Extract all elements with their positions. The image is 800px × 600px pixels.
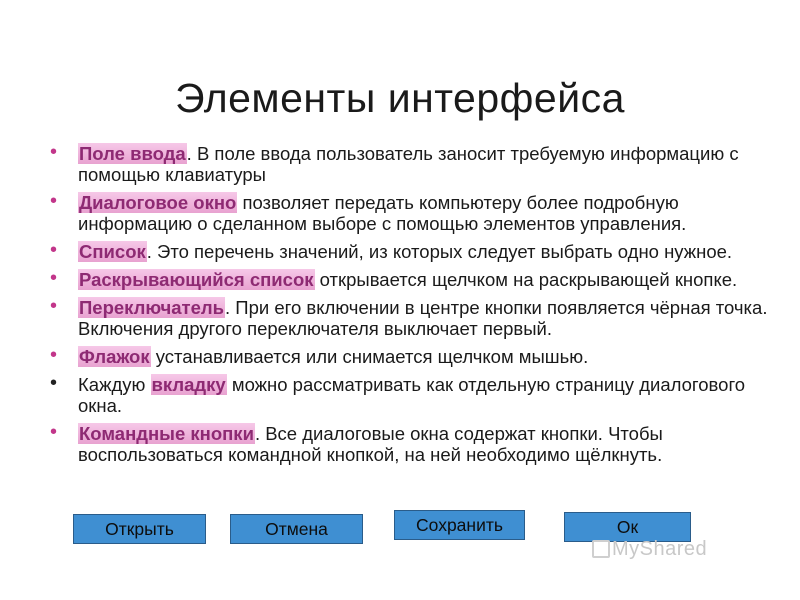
bullet-prefix: Каждую	[78, 374, 151, 395]
bullet-list	[50, 143, 770, 472]
bullet-dot-icon: •	[50, 421, 58, 443]
open-button[interactable]: Открыть	[73, 514, 206, 544]
bullet-dot-icon: •	[50, 141, 58, 163]
term-highlight: Переключатель	[79, 297, 225, 318]
bullet-text: . Все диалоговые окна содержат кнопки. Чтобы воспользоваться командной кнопкой, на ней необходимо щёлкнуть.	[78, 423, 663, 465]
bullet-item	[50, 346, 770, 367]
bullet-item	[50, 192, 770, 234]
bullet-item	[50, 143, 770, 185]
term-highlight: вкладку	[151, 374, 226, 395]
bullet-item	[50, 374, 770, 416]
bullet-text: открывается щелчком на раскрывающей кнопке.	[314, 269, 738, 290]
bullet-text: позволяет передать компьютеру более подробную информацию о сделанном выборе с помощью элементов управления.	[78, 192, 687, 234]
bullet-dot-icon: •	[50, 372, 58, 394]
ok-button[interactable]: Ок	[564, 512, 691, 542]
bullet-text: . При его включении в центре кнопки появляется чёрная точка. Включения другого переключателя выключает первый.	[78, 297, 768, 339]
bullet-dot-icon: •	[50, 190, 58, 212]
term-highlight: Список	[79, 241, 146, 262]
term-highlight: Диалоговое окно	[79, 192, 237, 213]
bullet-dot-icon: •	[50, 239, 58, 261]
bullet-item	[50, 297, 770, 339]
term-highlight: Раскрывающийся список	[79, 269, 314, 290]
cancel-button[interactable]: Отмена	[230, 514, 363, 544]
bullet-dot-icon: •	[50, 295, 58, 317]
bullet-text: устанавливается или снимается щелчком мышью.	[150, 346, 589, 367]
bullet-item	[50, 423, 770, 465]
slide-title: Элементы интерфейса	[175, 75, 625, 122]
bullet-item	[50, 269, 770, 290]
watermark-logo-icon	[592, 540, 610, 558]
bullet-item	[50, 241, 770, 262]
term-highlight: Командные кнопки	[79, 423, 254, 444]
term-highlight: Флажок	[79, 346, 150, 367]
bullet-dot-icon: •	[50, 344, 58, 366]
save-button[interactable]: Сохранить	[394, 510, 525, 540]
term-highlight: Поле ввода	[79, 143, 186, 164]
bullet-text: . Это перечень значений, из которых следует выбрать одно нужное.	[146, 241, 733, 262]
bullet-text: можно рассматривать как отдельную страницу диалогового окна.	[78, 374, 746, 416]
bullet-text: . В поле ввода пользователь заносит требуемую информацию с помощью клавиатуры	[78, 143, 739, 185]
bullet-dot-icon: •	[50, 267, 58, 289]
watermark: MyShared	[612, 538, 708, 560]
